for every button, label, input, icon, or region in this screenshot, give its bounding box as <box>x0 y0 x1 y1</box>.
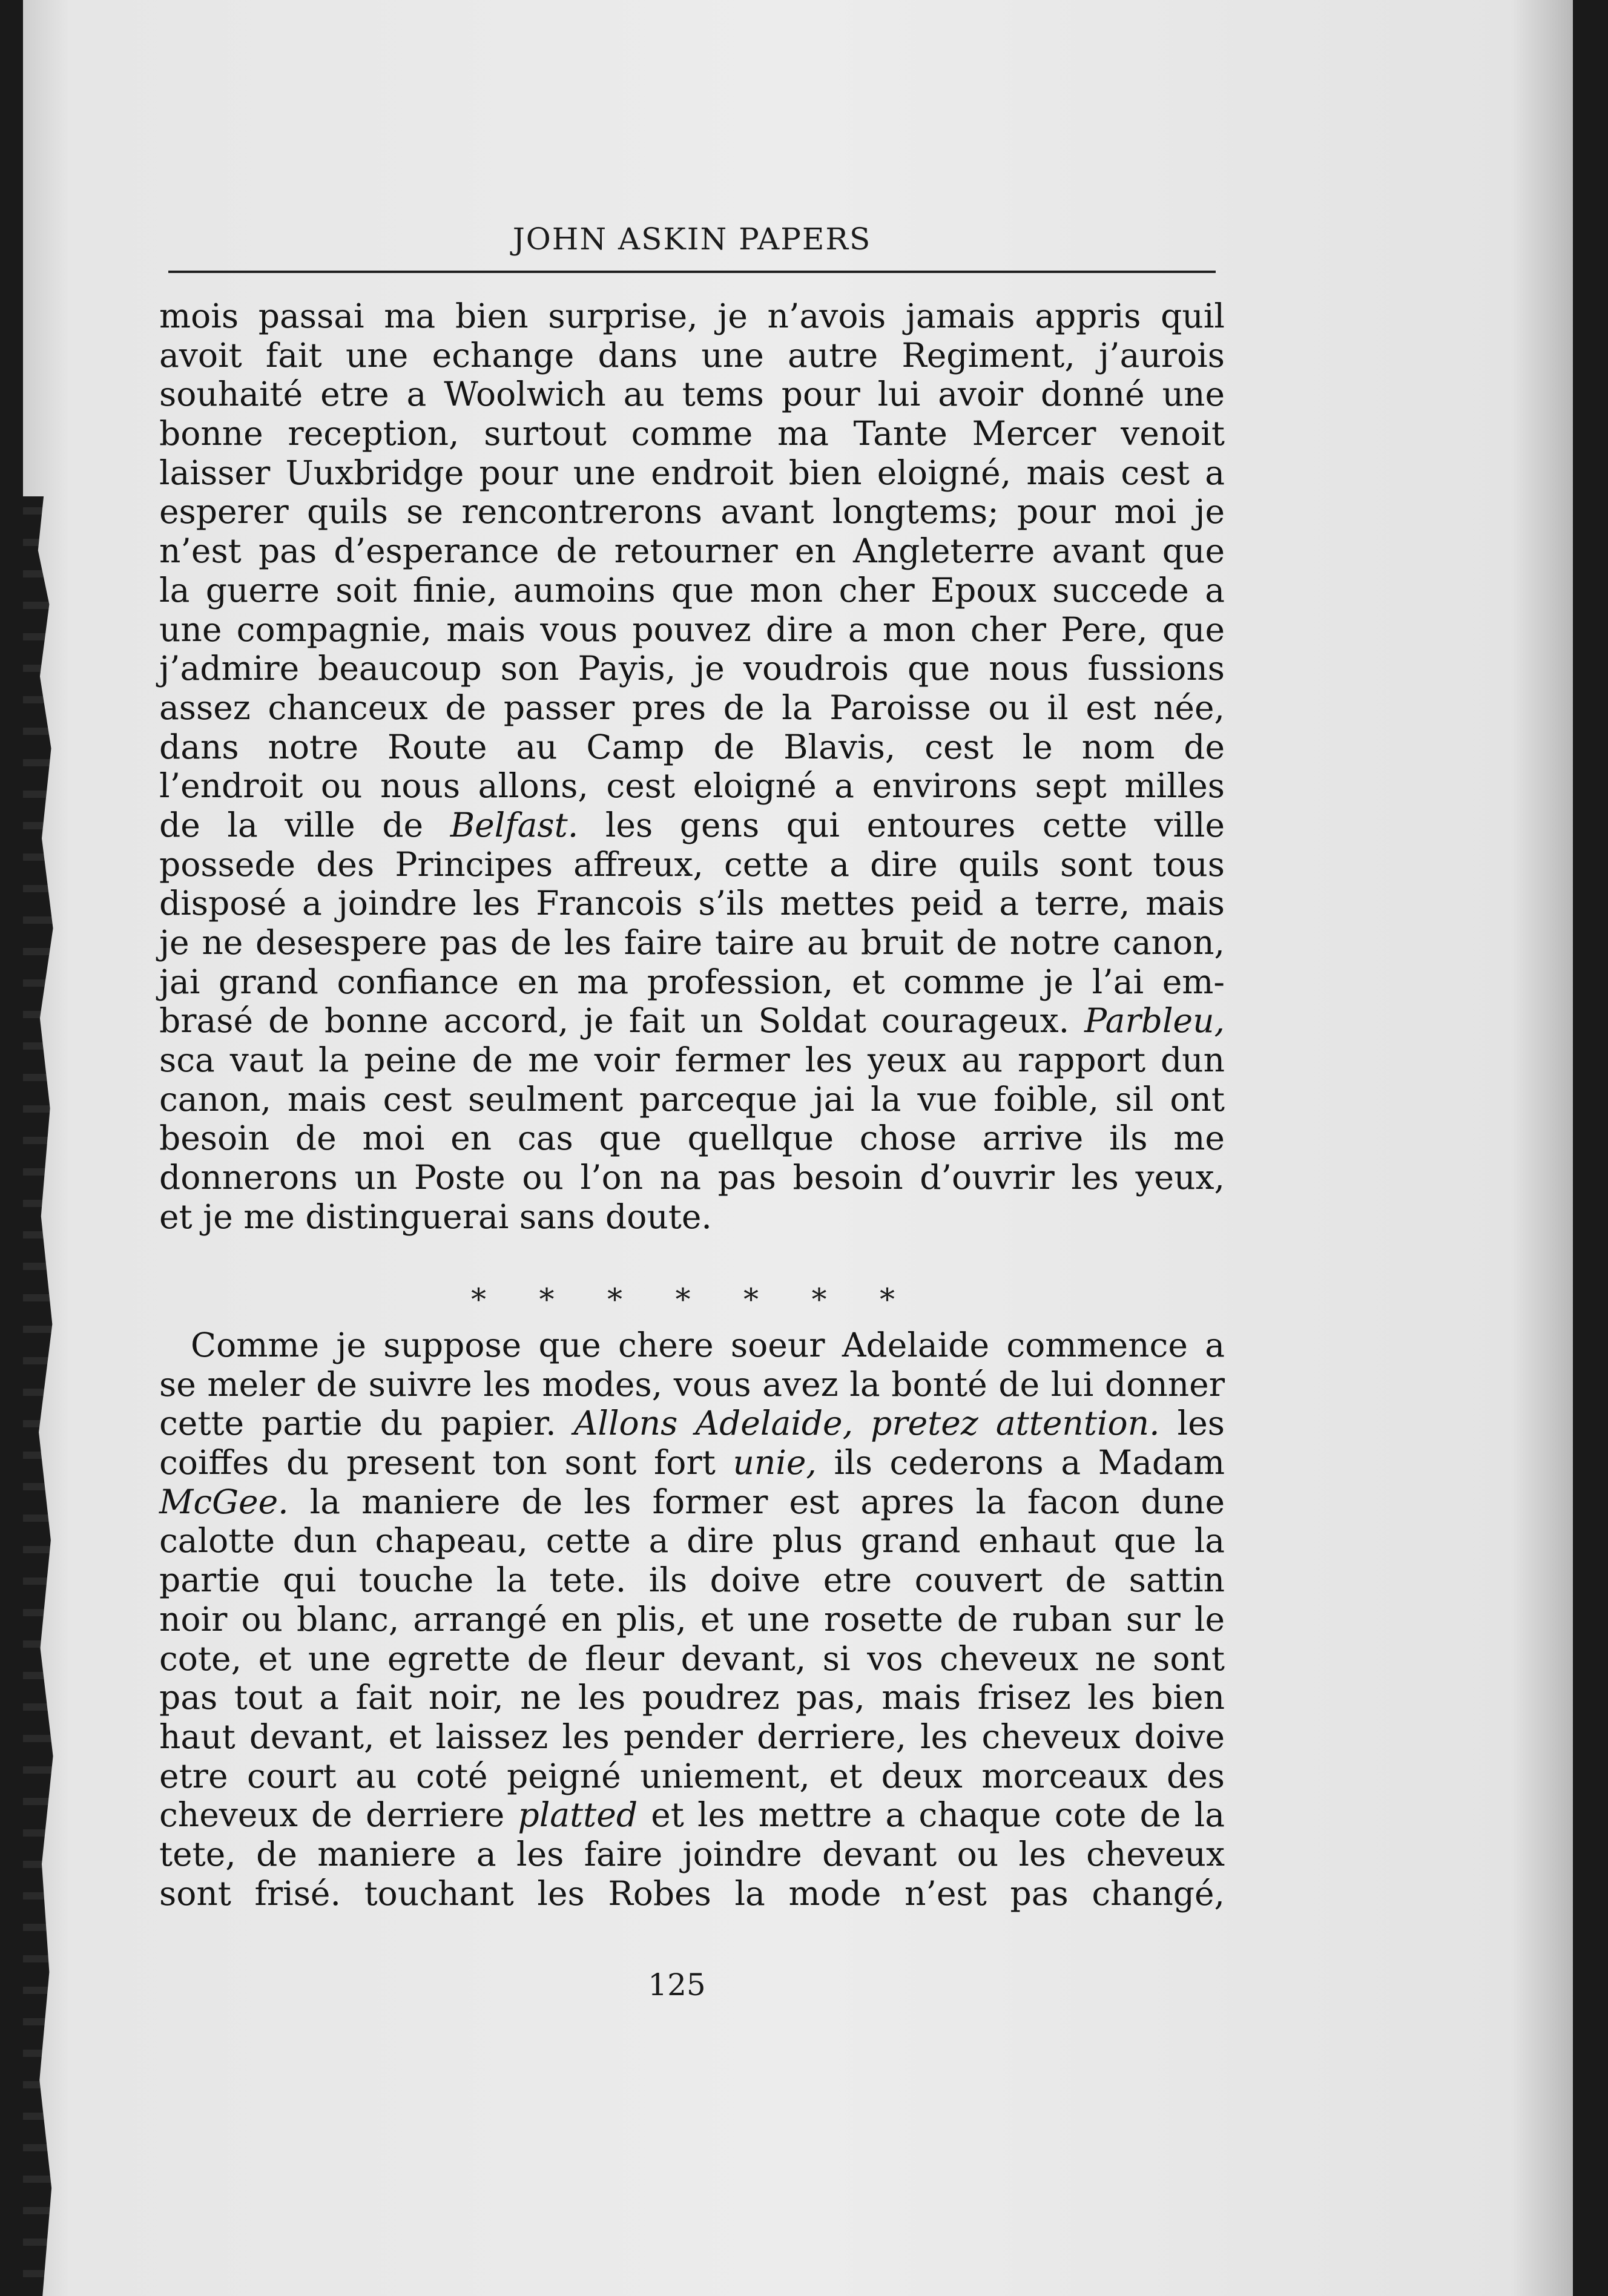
text-line: calotte dun chapeau, cette a dire plus grand enhaut que la <box>159 1521 1225 1561</box>
text-line: jai grand confiance en ma profession, et comme je l’ai em- <box>159 962 1225 1001</box>
text-segment: les <box>1159 1404 1225 1443</box>
text-line: dans notre Route au Camp de Blavis, cest le nom de <box>159 727 1225 766</box>
torn-page-edge <box>23 496 61 2296</box>
text-line <box>159 1795 1225 1835</box>
paragraph-2 <box>159 1326 1225 1913</box>
text-line: Comme je suppose que chere soeur Adelaide commence a <box>191 1326 1225 1364</box>
italic-phrase: Allons Adelaide, pretez attention. <box>573 1404 1160 1443</box>
asterisk: * <box>539 1282 555 1317</box>
text-line: noir ou blanc, arrangé en plis, et une rosette de ruban sur le <box>159 1599 1225 1639</box>
text-segment: de la ville de <box>159 805 450 844</box>
text-line: la guerre soit finie, aumoins que mon cher Epoux succede a <box>159 570 1225 610</box>
text-line: possede des Principes affreux, cette a dire quils sont tous <box>159 844 1225 884</box>
text-line: j’admire beaucoup son Payis, je voudrois que nous fussions <box>159 649 1225 688</box>
text-line: cote, et une egrette de fleur devant, si vos cheveux ne sont <box>159 1639 1225 1678</box>
italic-word: Parbleu, <box>1084 1001 1225 1041</box>
text-line: assez chanceux de passer pres de la Paroisse ou il est née, <box>159 688 1225 727</box>
text-line: haut devant, et laissez les pender derriere, les cheveux doive <box>159 1717 1225 1756</box>
section-separator <box>471 1282 895 1317</box>
text-line: et je me distinguerai sans doute. <box>159 1197 712 1236</box>
text-segment: et les mettre a chaque cote de la <box>638 1795 1225 1835</box>
text-line: avoit fait une echange dans une autre Regiment, j’aurois <box>159 335 1225 375</box>
text-segment: ils cederons a Madam <box>816 1443 1225 1482</box>
text-line: se meler de suivre les modes, vous avez la bonté de lui donner <box>159 1364 1225 1404</box>
text-line: pas tout a fait noir, ne les poudrez pas, mais frisez les bien <box>159 1678 1225 1717</box>
text-line: donnerons un Poste ou l’on na pas besoin d’ouvrir les yeux, <box>159 1158 1225 1197</box>
paragraph-1 <box>159 297 1225 1237</box>
text-line: je ne desespere pas de les faire taire au bruit de notre canon, <box>159 923 1225 962</box>
asterisk: * <box>811 1282 827 1317</box>
book-page <box>23 0 1573 2296</box>
text-line: laisser Uuxbridge pour une endroit bien eloigné, mais cest a <box>159 453 1225 492</box>
text-line: besoin de moi en cas que quellque chose arrive ils me <box>159 1119 1225 1158</box>
text-segment: les gens qui entoures cette ville <box>578 805 1225 844</box>
italic-word: unie, <box>733 1443 817 1482</box>
asterisk: * <box>675 1282 691 1317</box>
italic-place-name: Belfast. <box>450 805 579 844</box>
text-line: souhaité etre a Woolwich au tems pour lui avoir donné une <box>159 375 1225 414</box>
text-segment: coiffes du present ton sont fort <box>159 1443 733 1482</box>
text-line: sont frisé. touchant les Robes la mode n’est pas changé, <box>159 1873 1225 1913</box>
text-line <box>159 806 1225 845</box>
asterisk: * <box>880 1282 895 1317</box>
text-line: disposé a joindre les Francois s’ils mettes peid a terre, mais <box>159 884 1225 923</box>
asterisk: * <box>471 1282 486 1317</box>
asterisk: * <box>743 1282 759 1317</box>
text-segment: brasé de bonne accord, je fait un Soldat courageux. <box>159 1001 1085 1041</box>
text-line: bonne reception, surtout comme ma Tante Mercer venoit <box>159 414 1225 453</box>
text-line: mois passai ma bien surprise, je n’avois jamais appris quil <box>159 297 1225 335</box>
italic-word: platted <box>518 1795 638 1835</box>
text-segment: cheveux de derriere <box>159 1795 518 1835</box>
text-line: n’est pas d’esperance de retourner en Angleterre avant que <box>159 531 1225 571</box>
text-line: esperer quils se rencontrerons avant longtems; pour moi je <box>159 492 1225 531</box>
page-number: 125 <box>648 1967 706 2002</box>
text-segment: cette partie du papier. <box>159 1404 574 1443</box>
running-head: JOHN ASKIN PAPERS <box>512 222 872 257</box>
text-line <box>159 1001 1225 1041</box>
asterisk: * <box>607 1282 622 1317</box>
text-line: partie qui touche la tete. ils doive etre couvert de sattin <box>159 1561 1225 1600</box>
text-line <box>159 1404 1225 1443</box>
text-line <box>159 1482 1225 1522</box>
text-line: l’endroit ou nous allons, cest eloigné a environs sept milles <box>159 766 1225 806</box>
text-line: sca vaut la peine de me voir fermer les yeux au rapport dun <box>159 1041 1225 1080</box>
header-rule <box>168 271 1216 273</box>
italic-name: McGee. <box>159 1482 289 1521</box>
text-segment: la maniere de les former est apres la facon dune <box>288 1482 1225 1521</box>
text-line: etre court au coté peigné uniement, et deux morceaux des <box>159 1756 1225 1795</box>
text-line: canon, mais cest seulment parceque jai la vue foible, sil ont <box>159 1079 1225 1119</box>
text-line: une compagnie, mais vous pouvez dire a mon cher Pere, que <box>159 610 1225 649</box>
text-line: tete, de maniere a les faire joindre devant ou les cheveux <box>159 1834 1225 1873</box>
text-line <box>159 1443 1225 1482</box>
